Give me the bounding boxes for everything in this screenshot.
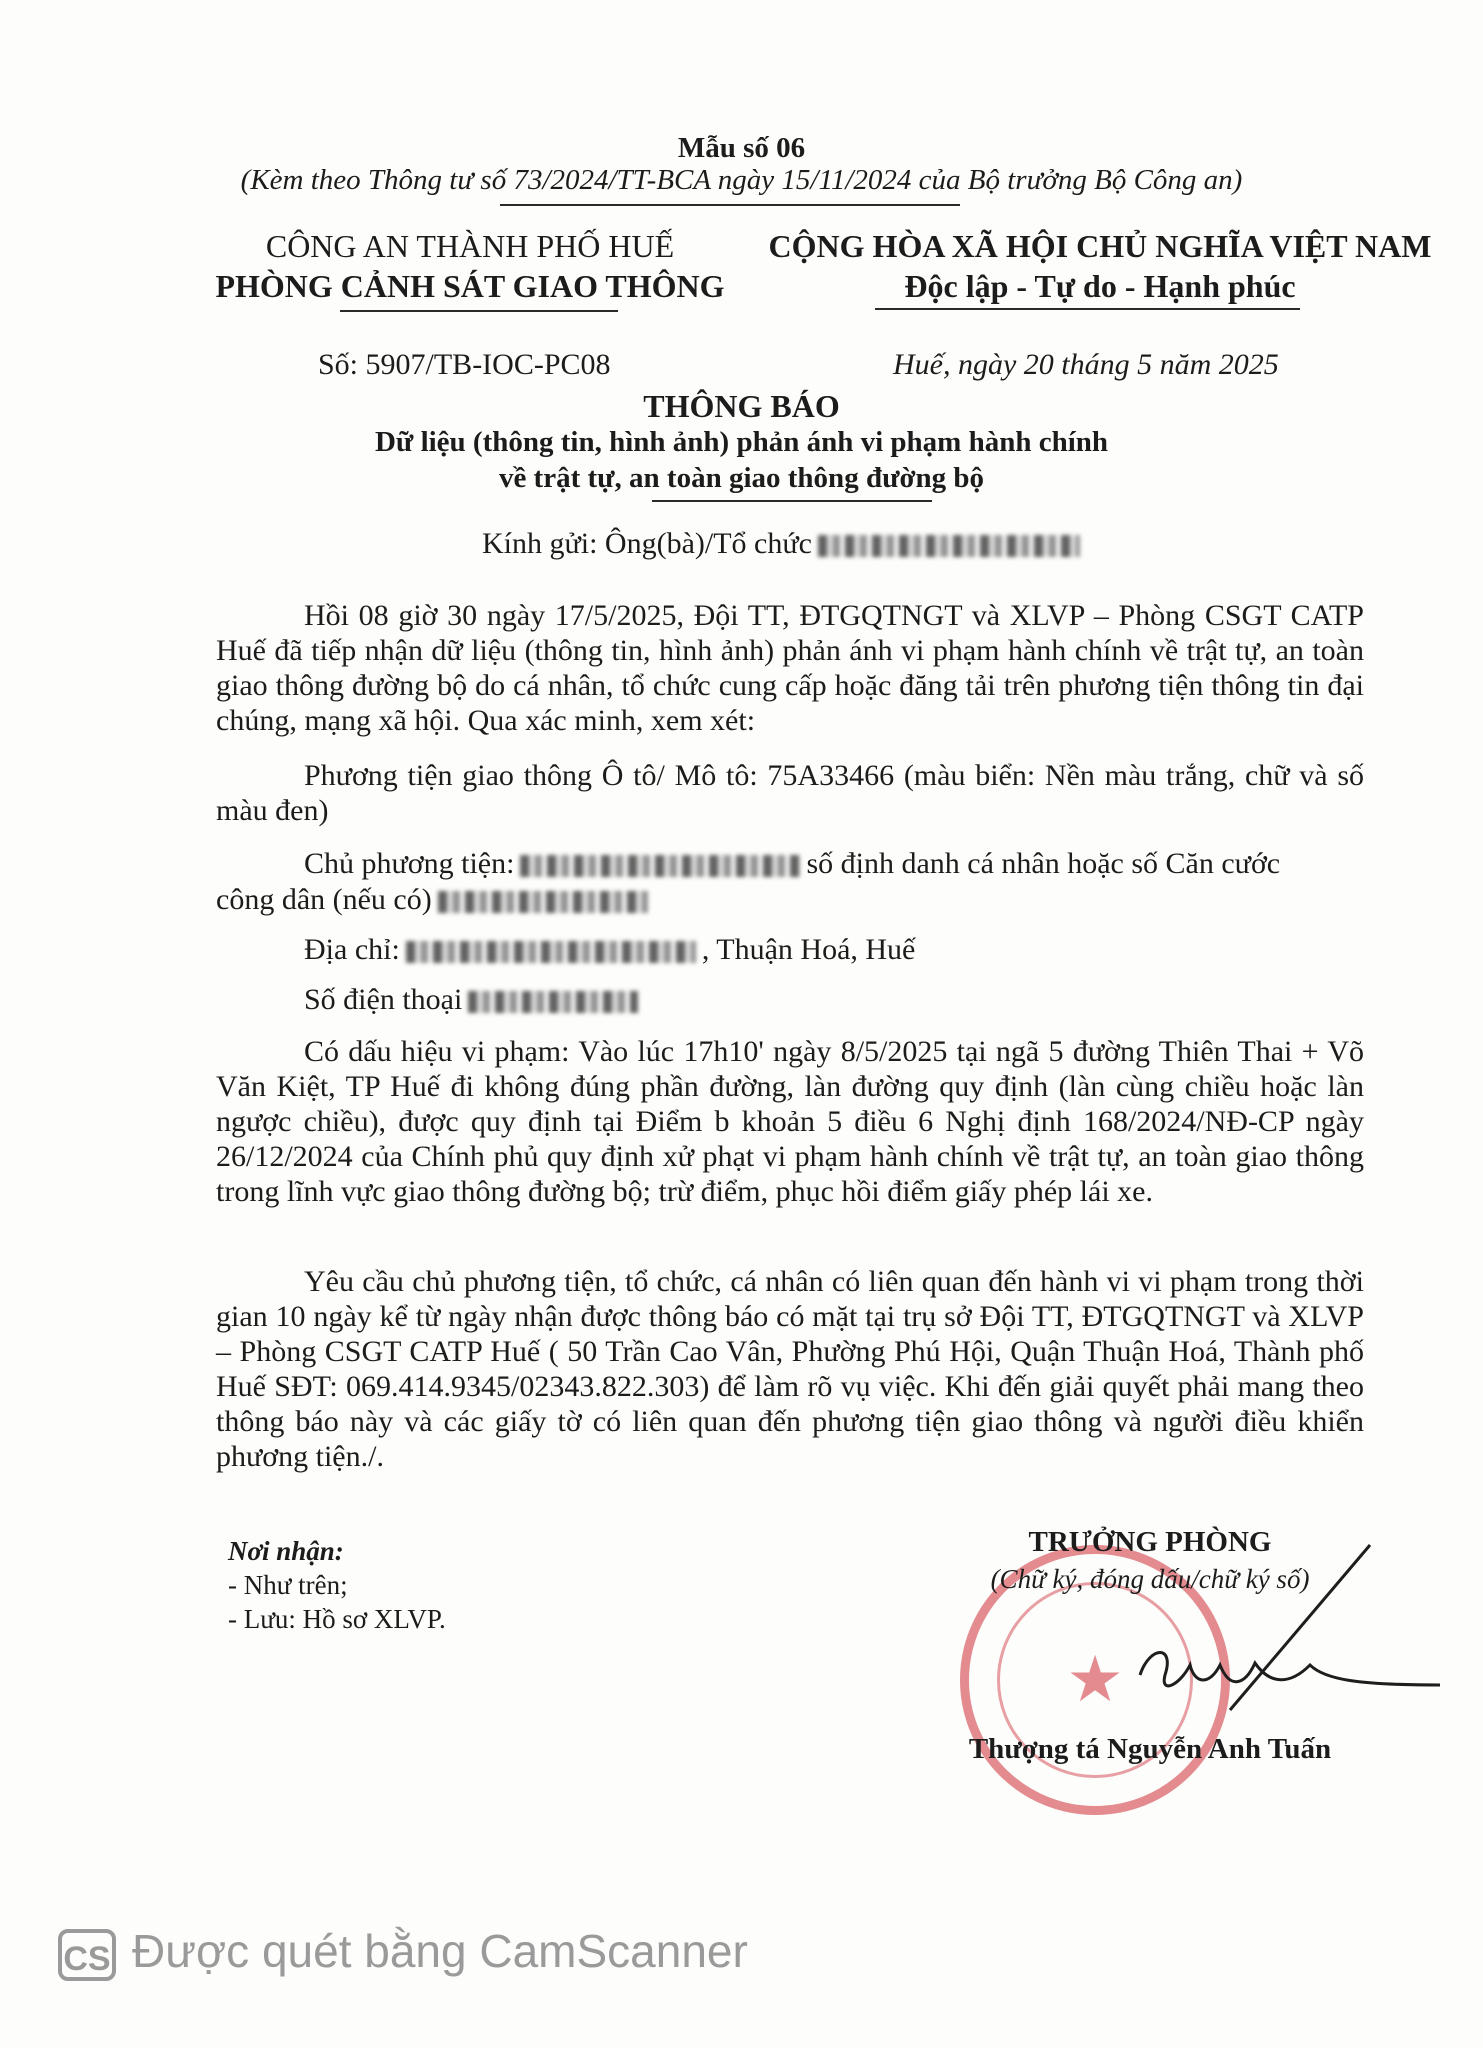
signer-name: Thượng tá Nguyễn Anh Tuấn xyxy=(968,1733,1332,1765)
recipients-label: Nơi nhận: xyxy=(228,1536,344,1566)
recipient-label: Kính gửi: Ông(bà)/Tổ chức xyxy=(482,527,812,560)
camscanner-logo-icon: CS xyxy=(58,1929,116,1981)
owner-id-label: công dân (nếu có) xyxy=(216,883,432,916)
address-label: Địa chỉ: xyxy=(304,933,400,966)
document-number: Số: 5907/TB-IOC-PC08 xyxy=(318,348,611,381)
document-subtitle-line1: Dữ liệu (thông tin, hình ảnh) phản ánh vi phạm hành chính xyxy=(374,426,1109,458)
form-reference: (Kèm theo Thông tư số 73/2024/TT-BCA ngày 15/11/2024 của Bộ trưởng Bộ Công an) xyxy=(240,164,1243,196)
form-number: Mẫu số 06 xyxy=(677,132,806,164)
recipients-item-1: - Như trên; xyxy=(228,1570,348,1600)
signer-title: TRƯỞNG PHÒNG xyxy=(1028,1526,1272,1558)
document-subtitle-line2: về trật tự, an toàn giao thông đường bộ xyxy=(498,462,985,494)
owner-suffix: số định danh cá nhân hoặc số Căn cước xyxy=(806,847,1281,880)
owner-line xyxy=(304,846,1280,881)
org-parent: CÔNG AN THÀNH PHỐ HUẾ xyxy=(265,228,675,264)
phone-label: Số điện thoại xyxy=(304,983,463,1016)
recipients-item-2: - Lưu: Hồ sơ XLVP. xyxy=(228,1604,446,1634)
phone-line xyxy=(304,982,644,1017)
vehicle-paragraph: Phương tiện giao thông Ô tô/ Mô tô: 75A33466 (màu biển: Nền màu trắng, chữ và số màu đen) xyxy=(216,759,1364,827)
seal-star-icon: ★ xyxy=(1066,1644,1124,1715)
org-unit: PHÒNG CẢNH SÁT GIAO THÔNG xyxy=(215,268,725,304)
recipient-line xyxy=(482,526,1086,561)
reference-underline xyxy=(500,204,960,206)
title-underline xyxy=(652,500,932,502)
redacted-address xyxy=(406,941,696,963)
org-underline xyxy=(340,310,618,312)
request-paragraph: Yêu cầu chủ phương tiện, tổ chức, cá nhân có liên quan đến hành vi vi phạm trong thời gian 10 ngày kể từ ngày nhận được thông báo có mặt tại trụ sở Đội TT, ĐTGQTNGT và XLVP – Phòng CSGT CATP Huế ( 50 Trần Cao Vân, Phường Phú Hội, Quận Thuận Hoá, Thành phố Huế SĐT: 069.414.9345/02343.822.303) để làm rõ vụ việc. Khi đến giải quyết phải mang theo thông báo này và các giấy tờ có liên quan đến phương tiện giao thông và người điều khiển phương tiện./. xyxy=(216,1265,1364,1473)
motto: Độc lập - Tự do - Hạnh phúc xyxy=(904,268,1296,304)
watermark-text: Được quét bằng CamScanner xyxy=(132,1925,748,1977)
address-suffix: , Thuận Hoá, Huế xyxy=(701,933,916,966)
redacted-owner-name xyxy=(520,855,800,877)
redacted-recipient xyxy=(818,535,1080,557)
place-date: Huế, ngày 20 tháng 5 năm 2025 xyxy=(893,348,1279,381)
intro-paragraph: Hồi 08 giờ 30 ngày 17/5/2025, Đội TT, ĐTGQTNGT và XLVP – Phòng CSGT CATP Huế đã tiếp nhận dữ liệu (thông tin, hình ảnh) phản ánh vi phạm hành chính về trật tự, an toàn giao thông đường bộ do cá nhân, tổ chức cung cấp hoặc đăng tải trên phương tiện thông tin đại chúng, mạng xã hội. Qua xác minh, xem xét: xyxy=(216,599,1364,737)
redacted-owner-id xyxy=(438,891,648,913)
motto-underline xyxy=(875,308,1300,310)
address-line xyxy=(304,932,915,967)
redacted-phone xyxy=(468,991,638,1013)
document-title: THÔNG BÁO xyxy=(643,388,840,424)
owner-id-line xyxy=(216,882,654,917)
camscanner-watermark xyxy=(58,1924,748,1981)
owner-label: Chủ phương tiện: xyxy=(304,847,515,880)
violation-paragraph: Có dấu hiệu vi phạm: Vào lúc 17h10' ngày 8/5/2025 tại ngã 5 đường Thiên Thai + Võ Văn Kiệt, TP Huế đi không đúng phần đường, làn đường quy định (làn cùng chiều hoặc làn ngược chiều), được quy định tại Điểm b khoản 5 điều 6 Nghị định 168/2024/NĐ-CP ngày 26/12/2024 của Chính phủ quy định xử phạt vi phạm hành chính về trật tự, an toàn giao thông trong lĩnh vực giao thông đường bộ; trừ điểm, phục hồi điểm giấy phép lái xe. xyxy=(216,1035,1364,1208)
country-name: CỘNG HÒA XÃ HỘI CHỦ NGHĨA VIỆT NAM xyxy=(768,228,1432,264)
signature-note: (Chữ ký, đóng dấu/chữ ký số) xyxy=(990,1564,1310,1594)
